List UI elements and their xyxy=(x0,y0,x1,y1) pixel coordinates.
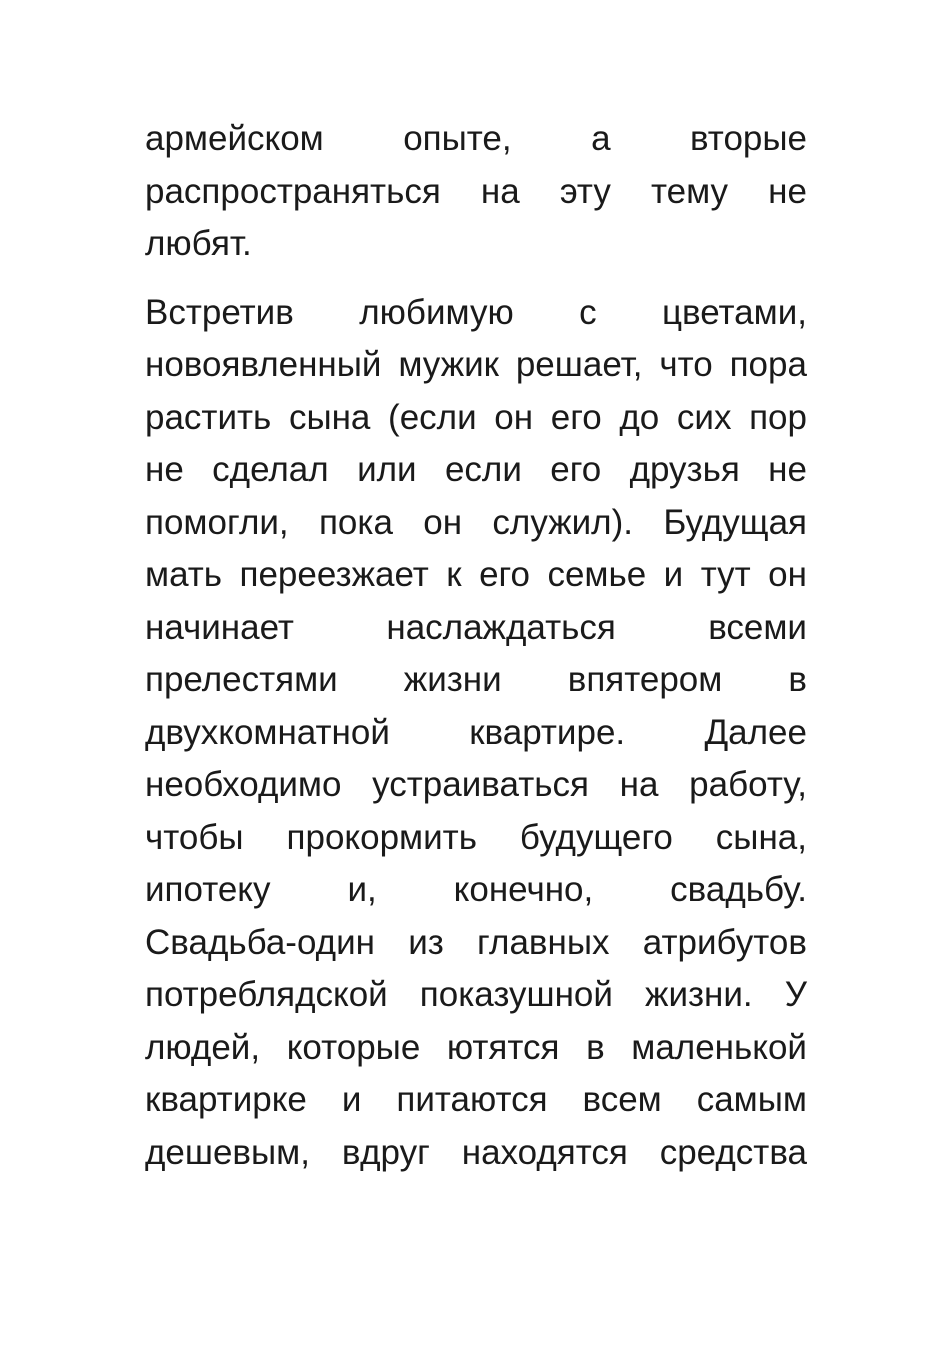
word: дешевым, xyxy=(145,1132,310,1172)
word: не xyxy=(768,450,807,489)
word: не xyxy=(145,450,184,489)
word: которые xyxy=(286,1027,421,1067)
word: потреблядской xyxy=(145,975,388,1014)
word: его xyxy=(550,397,602,437)
text-line xyxy=(145,218,807,271)
text-line xyxy=(145,497,807,550)
word: конечно, xyxy=(453,870,594,909)
word: прокормить xyxy=(286,817,477,857)
text-line xyxy=(145,864,807,917)
word: на xyxy=(619,765,659,804)
word: сына xyxy=(288,397,371,437)
word: двухкомнатной xyxy=(145,712,390,752)
document-text xyxy=(145,113,807,1179)
document-page xyxy=(145,113,807,1179)
word: и xyxy=(663,555,684,594)
word: (если xyxy=(388,397,477,437)
word: цветами, xyxy=(661,292,807,332)
word: на xyxy=(480,171,520,211)
text-line xyxy=(145,707,807,760)
word: а xyxy=(591,119,611,158)
word: сих xyxy=(676,397,732,437)
text-line xyxy=(145,602,807,655)
text-line xyxy=(145,392,807,445)
word: находятся xyxy=(461,1132,628,1172)
word: мать xyxy=(145,555,223,594)
text-line xyxy=(145,113,807,166)
word: главных xyxy=(477,922,610,962)
word: впятером xyxy=(567,660,723,699)
word: переезжает xyxy=(239,555,429,594)
word: и, xyxy=(347,870,377,909)
text-line xyxy=(145,287,807,340)
word: пор xyxy=(749,397,807,437)
word: сделал xyxy=(212,450,329,489)
word: показушной xyxy=(419,975,613,1014)
word: новоявленный xyxy=(145,345,382,384)
word: или xyxy=(357,450,417,489)
word: тему xyxy=(650,171,729,211)
text-line xyxy=(145,759,807,812)
word: служил). xyxy=(492,502,633,542)
text-line xyxy=(145,1074,807,1127)
word: всем xyxy=(582,1080,662,1119)
word: к xyxy=(446,555,462,594)
text-line xyxy=(145,917,807,970)
word: любимую xyxy=(359,292,514,332)
text-line xyxy=(145,812,807,865)
word: сына, xyxy=(715,817,807,857)
word: тут xyxy=(700,555,751,594)
word: помогли, xyxy=(145,502,289,542)
word: в xyxy=(788,660,807,699)
word: его xyxy=(550,450,602,489)
word: и xyxy=(341,1080,362,1119)
word: любят. xyxy=(145,224,252,263)
paragraph-gap xyxy=(145,271,807,287)
word: решает, xyxy=(515,345,643,384)
word: всеми xyxy=(708,607,807,647)
word: он xyxy=(768,555,807,594)
text-line xyxy=(145,166,807,219)
word: друзья xyxy=(629,450,740,489)
text-line xyxy=(145,1127,807,1180)
paragraph xyxy=(145,113,807,271)
paragraph xyxy=(145,287,807,1180)
word: ютятся xyxy=(446,1027,560,1067)
word: квартирке xyxy=(145,1080,307,1119)
word: квартире. xyxy=(469,712,626,752)
word: опыте, xyxy=(403,119,512,158)
word: ипотеку xyxy=(145,870,271,909)
text-line xyxy=(145,1022,807,1075)
word: У xyxy=(784,975,807,1014)
word: жизни xyxy=(403,660,502,699)
word: средства xyxy=(659,1132,807,1172)
word: он xyxy=(423,502,463,542)
word: пока xyxy=(318,502,393,542)
word: необходимо xyxy=(145,765,342,804)
word: что xyxy=(659,345,713,384)
word: людей, xyxy=(145,1027,261,1067)
word: до xyxy=(619,397,660,437)
text-line xyxy=(145,339,807,392)
text-line xyxy=(145,969,807,1022)
word: свадьбу. xyxy=(670,870,807,909)
word: жизни. xyxy=(645,975,753,1014)
word: начинает xyxy=(145,607,294,647)
word: вторые xyxy=(689,119,807,158)
word: с xyxy=(579,292,597,332)
text-line xyxy=(145,654,807,707)
word: устраиваться xyxy=(372,765,589,804)
word: чтобы xyxy=(145,817,244,857)
word: самым xyxy=(696,1080,807,1119)
word: не xyxy=(768,171,807,211)
word: если xyxy=(444,450,522,489)
word: Далее xyxy=(704,712,807,752)
word: он xyxy=(494,397,534,437)
word: питаются xyxy=(396,1080,548,1119)
word: эту xyxy=(559,171,611,211)
word: из xyxy=(408,922,444,962)
word: армейском xyxy=(145,119,324,158)
word: растить xyxy=(145,397,272,437)
word: в xyxy=(586,1027,605,1067)
word: будущего xyxy=(519,817,673,857)
word: прелестями xyxy=(145,660,338,699)
word: семье xyxy=(547,555,647,594)
word: работу, xyxy=(689,765,807,804)
word: маленькой xyxy=(631,1027,807,1067)
word: наслаждаться xyxy=(386,607,616,647)
word: Будущая xyxy=(663,502,807,542)
word: мужик xyxy=(398,345,499,384)
word: пора xyxy=(729,345,807,384)
word: его xyxy=(479,555,530,594)
text-line xyxy=(145,549,807,602)
word: Свадьба-один xyxy=(145,922,375,962)
text-line xyxy=(145,444,807,497)
word: атрибутов xyxy=(642,922,807,962)
word: вдруг xyxy=(341,1132,430,1172)
word: распространяться xyxy=(145,171,441,211)
word: Встретив xyxy=(145,292,294,332)
